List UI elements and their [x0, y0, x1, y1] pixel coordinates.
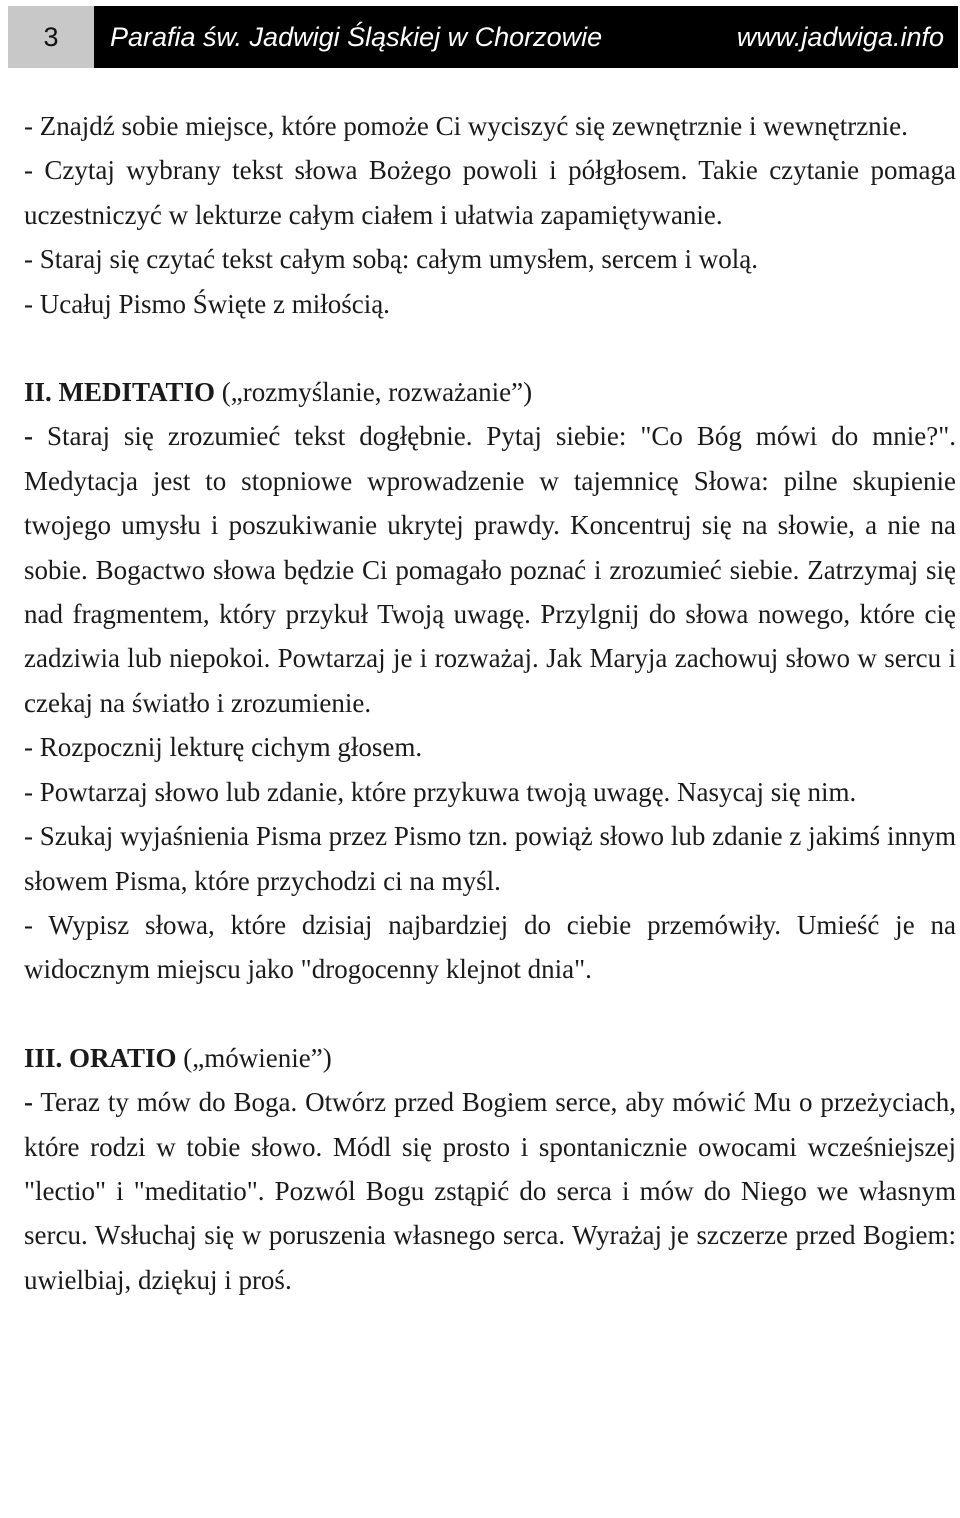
section-gap	[24, 992, 956, 1036]
lectio-point: - Staraj się czytać tekst całym sobą: całym umysłem, sercem i wolą.	[24, 244, 759, 275]
meditatio-point: - Szukaj wyjaśnienia Pisma przez Pismo tzn. powiąż słowo lub zdanie z jakimś innym słowem Pisma, które przychodzi ci na myśl.	[24, 821, 956, 896]
oratio-dash: -	[24, 1087, 33, 1118]
meditatio-point: - Rozpocznij lekturę cichym głosem.	[24, 732, 423, 763]
meditatio-heading	[24, 370, 956, 414]
header-bar	[94, 6, 958, 68]
oratio-intro	[24, 1080, 956, 1302]
meditatio-subtitle: („rozmyślanie, rozważanie”)	[221, 377, 533, 408]
page-header	[8, 6, 958, 68]
website-link[interactable]: www.jadwiga.info	[736, 21, 944, 52]
oratio-intro-text: Teraz ty mów do Boga. Otwórz przed Bogiem serce, aby mówić Mu o przeżyciach, które rodzi w tobie słowo. Módl się prosto i spontanicznie owocami wcześniejszej "lectio" i "meditatio". Pozwól Bogu zstąpić do serca i mów do Niego we własnym sercu. Wsłuchaj się w poruszenia własnego serca. Wyrażaj je szczerze przed Bogiem: uwielbiaj, dziękuj i proś.	[24, 1087, 956, 1295]
section-gap	[24, 326, 956, 370]
lectio-point: - Znajdź sobie miejsce, które pomoże Ci wyciszyć się zewnętrznie i wewnętrznie.	[24, 111, 908, 141]
meditatio-point: - Powtarzaj słowo lub zdanie, które przykuwa twoją uwagę. Nasycaj się nim.	[24, 776, 857, 807]
meditatio-numeral: II.	[24, 377, 52, 408]
page-number: 3	[8, 6, 94, 68]
meditatio-intro-text: Staraj się zrozumieć tekst dogłębnie. Pytaj siebie: "Co Bóg mówi do mnie?". Medytacja jest to stopniowe wprowadzenie w tajemnicę Słowa: pilne skupienie twojego umysłu i poszukiwanie ukrytej prawdy. Koncentruj się na słowie, a nie na sobie. Bogactwo słowa będzie Ci pomagało poznać i zrozumieć siebie. Zatrzymaj się nad fragmentem, który przykuł Twoją uwagę. Przylgnij do słowa nowego, które cię zadziwia lub niepokoi. Powtarzaj je i rozważaj. Jak Maryja zachowuj słowo w sercu i czekaj na światło i zrozumienie.	[24, 421, 956, 718]
parish-name: Parafia św. Jadwigi Śląskiej w Chorzowie	[110, 21, 603, 52]
meditatio-title: MEDITATIO	[58, 377, 216, 408]
oratio-heading	[24, 1036, 956, 1080]
meditatio-intro	[24, 414, 956, 725]
lectio-point: - Ucałuj Pismo Święte z miłością.	[24, 288, 390, 319]
meditatio-dash: -	[24, 421, 33, 452]
oratio-subtitle: („mówienie”)	[183, 1042, 332, 1073]
page-content	[24, 104, 956, 1302]
lectio-point: - Czytaj wybrany tekst słowa Bożego powoli i półgłosem. Takie czytanie pomaga uczestniczyć w lekturze całym ciałem i ułatwia zapamiętywanie.	[24, 155, 956, 230]
oratio-numeral: III.	[24, 1042, 63, 1073]
meditatio-point: - Wypisz słowa, które dzisiaj najbardziej do ciebie przemówiły. Umieść je na widocznym miejscu jako "drogocenny klejnot dnia".	[24, 909, 956, 985]
oratio-title: ORATIO	[69, 1042, 177, 1073]
